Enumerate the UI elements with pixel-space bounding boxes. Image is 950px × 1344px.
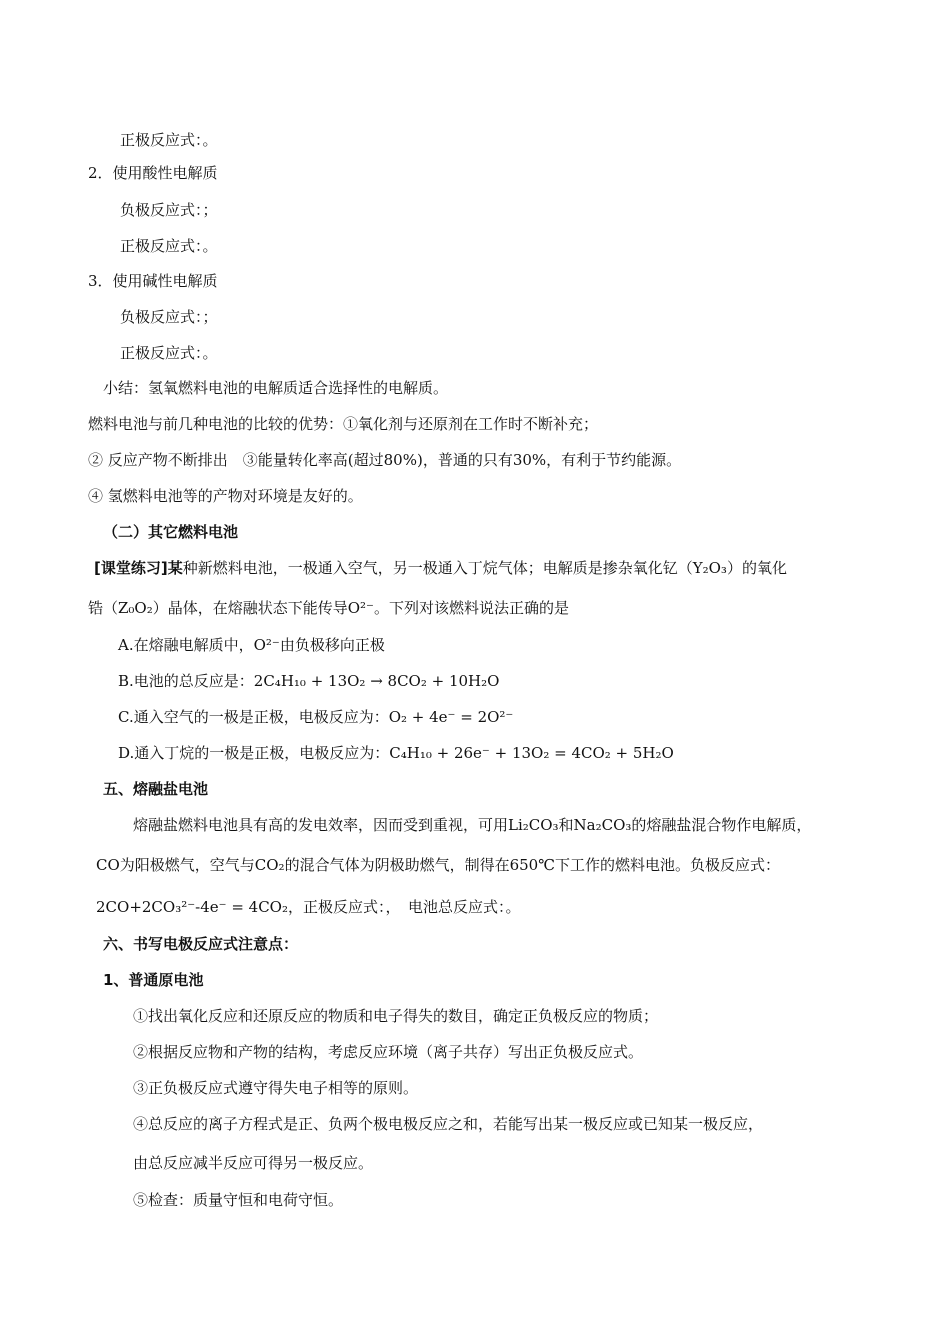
list-item: ①找出氧化反应和还原反应的物质和电子得失的数目，确定正负极反应的物质； bbox=[133, 1007, 659, 1025]
list-item: ③正负极反应式遵守得失电子相等的原则。 bbox=[133, 1079, 419, 1097]
section-heading: 五、熔融盐电池 bbox=[103, 780, 209, 798]
text-line: 正极反应式：。 bbox=[120, 131, 218, 149]
paragraph-line: CO为阳极燃气，空气与CO₂的混合气体为阴极助燃气，制得在650℃下工作的燃料电池。负极反应式： bbox=[96, 856, 780, 874]
list-item: 由总反应减半反应可得另一极反应。 bbox=[133, 1154, 374, 1172]
paragraph-line: 2CO+2CO₃²⁻-4e⁻ = 4CO₂，正极反应式：， 电池总反应式：。 bbox=[96, 898, 521, 916]
list-item: ⑤检查：质量守恒和电荷守恒。 bbox=[133, 1191, 344, 1209]
text-line: ② 反应产物不断排出 ③能量转化率高(超过80%)，普通的只有30%，有利于节约能源。 bbox=[88, 451, 682, 469]
text-line: 2．使用酸性电解质 bbox=[88, 164, 218, 182]
option-a: A.在熔融电解质中，O²⁻由负极移向正极 bbox=[118, 636, 385, 654]
section-heading: （二）其它燃料电池 bbox=[103, 523, 239, 541]
list-item: ④总反应的离子方程式是正、负两个极电极反应之和，若能写出某一极反应或已知某一极反应， bbox=[133, 1115, 764, 1133]
text-line: 小结：氢氧燃料电池的电解质适合选择性的电解质。 bbox=[103, 379, 449, 397]
exercise-tag: [课堂练习]某 bbox=[94, 559, 183, 577]
option-b: B.电池的总反应是：2C₄H₁₀ + 13O₂ → 8CO₂ + 10H₂O bbox=[118, 672, 500, 690]
subsection-heading: 1、普通原电池 bbox=[103, 971, 204, 989]
paragraph-line: 熔融盐燃料电池具有高的发电效率，因而受到重视，可用Li₂CO₃和Na₂CO₃的熔融盐混合物作电解质， bbox=[133, 816, 812, 834]
option-d: D.通入丁烷的一极是正极，电极反应为：C₄H₁₀ + 26e⁻ + 13O₂ = 4CO₂ + 5H₂O bbox=[118, 744, 674, 762]
text-line: 负极反应式：； bbox=[120, 201, 218, 219]
exercise-line bbox=[94, 558, 787, 578]
exercise-line: 锆（Z₀O₂）晶体，在熔融状态下能传导O²⁻。下列对该燃料说法正确的是 bbox=[88, 599, 569, 617]
list-item: ②根据反应物和产物的结构，考虑反应环境（离子共存）写出正负极反应式。 bbox=[133, 1043, 644, 1061]
text-line: 3．使用碱性电解质 bbox=[88, 272, 218, 290]
option-c: C.通入空气的一极是正极，电极反应为：O₂ + 4e⁻ = 2O²⁻ bbox=[118, 708, 514, 726]
text-line: 燃料电池与前几种电池的比较的优势：①氧化剂与还原剂在工作时不断补充； bbox=[88, 415, 599, 433]
text-line: 正极反应式：。 bbox=[120, 344, 218, 362]
section-heading: 六、书写电极反应式注意点： bbox=[103, 935, 299, 953]
exercise-text: 种新燃料电池，一极通入空气，另一极通入丁烷气体；电解质是掺杂氧化钇（Y₂O₃）的氧化 bbox=[182, 559, 787, 577]
text-line: 正极反应式：。 bbox=[120, 237, 218, 255]
text-line: 负极反应式：； bbox=[120, 308, 218, 326]
text-line: ④ 氢燃料电池等的产物对环境是友好的。 bbox=[88, 487, 363, 505]
